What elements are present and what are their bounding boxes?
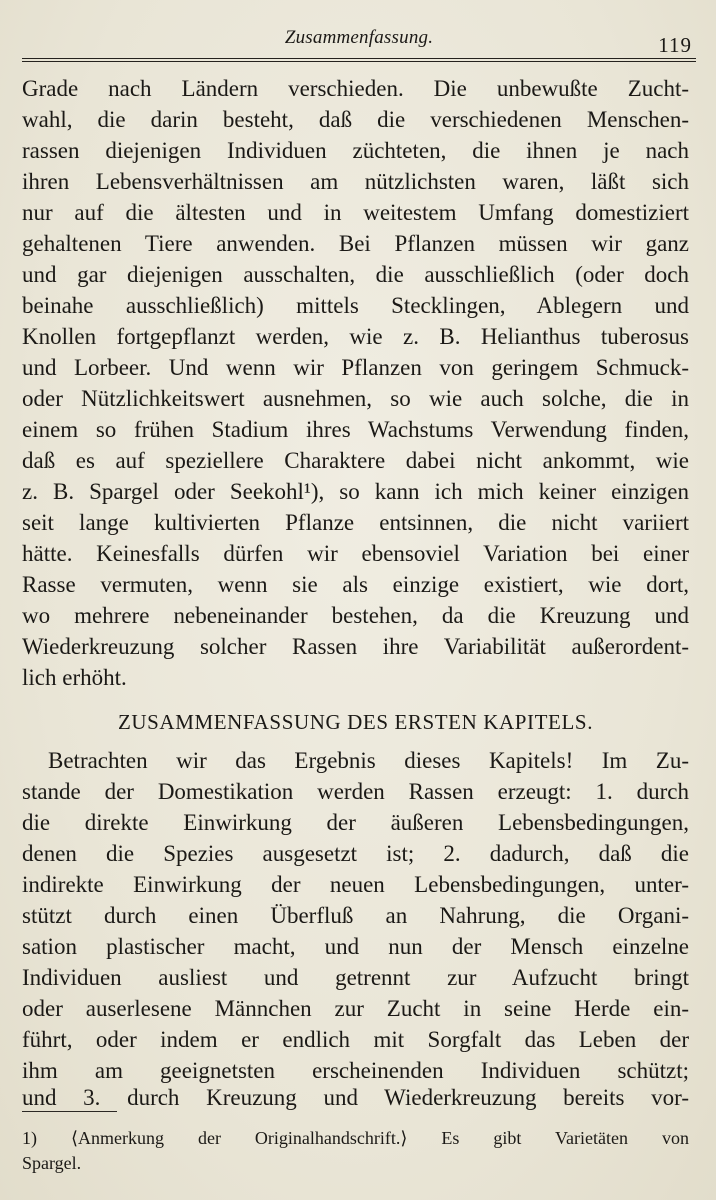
running-head: Zusammenfassung.	[284, 27, 434, 48]
text-line: oder auserlesene Männchen zur Zucht in seine Herde ein-	[22, 996, 689, 1021]
footnote-line: 1) ⟨Anmerkung der Originalhandschrift.⟩ Es gibt Varietäten von	[22, 1128, 689, 1148]
text-line: Betrachten wir das Ergebnis dieses Kapitels! Im Zu-	[48, 748, 689, 773]
text-line: ihm am geeignetsten erscheinenden Individuen schützt;	[22, 1058, 689, 1083]
text-line: nur auf die ältesten und in weitestem Umfang domestiziert	[22, 200, 689, 225]
text-line: stande der Domestikation werden Rassen erzeugt: 1. durch	[22, 779, 689, 804]
text-line: Rasse vermuten, wenn sie als einzige existiert, wie dort,	[22, 572, 689, 597]
footnote-line: Spargel.	[22, 1153, 82, 1173]
text-line: wahl, die darin besteht, daß die verschiedenen Menschen-	[22, 107, 689, 132]
text-line: denen die Spezies ausgesetzt ist; 2. dadurch, daß die	[22, 841, 689, 866]
text-line: die direkte Einwirkung der äußeren Lebensbedingungen,	[22, 810, 689, 835]
text-line: führt, oder indem er endlich mit Sorgfalt das Leben der	[22, 1027, 689, 1052]
header-double-rule	[22, 58, 696, 62]
text-line: und Lorbeer. Und wenn wir Pflanzen von geringem Schmuck-	[22, 355, 689, 380]
page-number: 119	[658, 33, 692, 57]
text-line: stützt durch einen Überfluß an Nahrung, die Organi-	[22, 903, 689, 928]
text-line: und 3. durch Kreuzung und Wiederkreuzung bereits vor-	[22, 1085, 689, 1110]
text-line: seit lange kultivierten Pflanze entsinnen, die nicht variiert	[22, 510, 689, 535]
footnote-rule	[22, 1111, 117, 1112]
text-line: Grade nach Ländern verschieden. Die unbewußte Zucht-	[22, 76, 689, 101]
page-header	[22, 24, 696, 64]
text-line: gehaltenen Tiere anwenden. Bei Pflanzen müssen wir ganz	[22, 231, 689, 256]
text-line: indirekte Einwirkung der neuen Lebensbedingungen, unter-	[22, 872, 689, 897]
text-line: rassen diejenigen Individuen züchteten, die ihnen je nach	[22, 138, 689, 163]
text-line: daß es auf speziellere Charaktere dabei nicht ankommt, wie	[22, 448, 689, 473]
text-line: Individuen ausliest und getrennt zur Aufzucht bringt	[22, 965, 689, 990]
text-line: lich erhöht.	[22, 665, 127, 690]
text-line: oder Nützlichkeitswert ausnehmen, so wie auch solche, die in	[22, 386, 689, 411]
text-line: wo mehrere nebeneinander bestehen, da die Kreuzung und	[22, 603, 689, 628]
text-line: ihren Lebensverhältnissen am nützlichsten waren, läßt sich	[22, 169, 689, 194]
text-line: hätte. Keinesfalls dürfen wir ebensoviel Variation bei einer	[22, 541, 689, 566]
text-line: einem so frühen Stadium ihres Wachstums Verwendung finden,	[22, 417, 689, 442]
text-line: z. B. Spargel oder Seekohl¹), so kann ich mich keiner einzigen	[22, 479, 689, 504]
text-line: Knollen fortgepflanzt werden, wie z. B. Helianthus tuberosus	[22, 324, 689, 349]
text-line: beinahe ausschließlich) mittels Stecklingen, Ablegern und	[22, 293, 689, 318]
section-heading: ZUSAMMENFASSUNG DES ERSTEN KAPITELS.	[117, 710, 594, 734]
text-line: und gar diejenigen ausschalten, die ausschließlich (oder doch	[22, 262, 689, 287]
text-line: Wiederkreuzung solcher Rassen ihre Variabilität außerordent-	[22, 634, 689, 659]
text-line: sation plastischer macht, und nun der Mensch einzelne	[22, 934, 689, 959]
